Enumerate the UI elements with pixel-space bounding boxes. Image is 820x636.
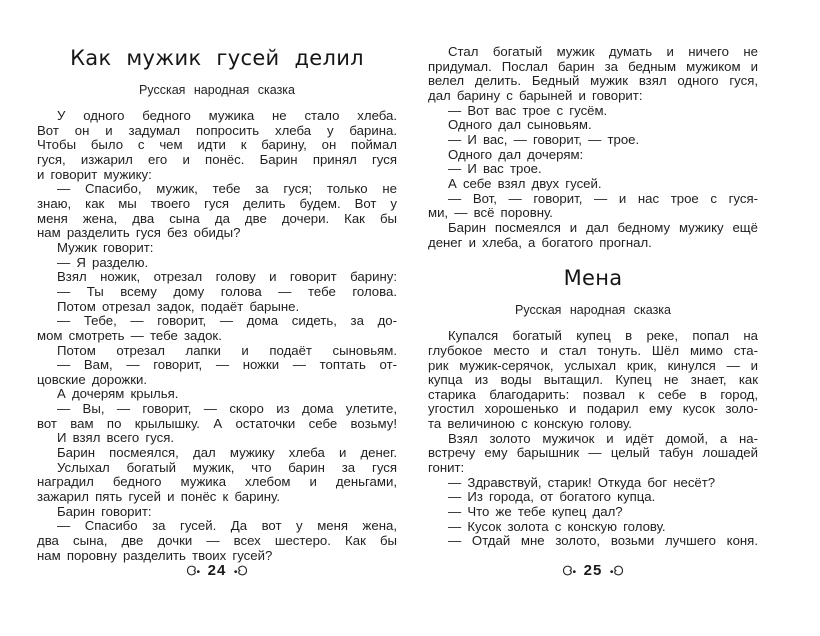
floral-ornament-icon	[186, 564, 201, 577]
text-line: наградил бедного мужика хлебом и деньгами,	[37, 474, 397, 490]
text-line: знаю, как мы твоего гуся делить будем. Вот у	[37, 195, 397, 211]
text-line: Потом отрезал задок, подаёт барыне.	[57, 298, 300, 314]
text-line: Мужик говорит:	[57, 239, 154, 255]
floral-ornament-icon	[562, 564, 577, 577]
text-line: Чтобы было с чем идти к барину, он поймал	[37, 137, 397, 153]
text-line: Одного дал дочерям:	[448, 146, 584, 162]
floral-ornament-icon	[233, 564, 248, 577]
text-line: Взял ножик, отрезал голову и говорит барину:	[57, 269, 397, 285]
text-line: гуся, изжарил его и понёс. Барин принял гуся	[37, 151, 397, 167]
text-line: два сына, две дочки — всех шестеро. Как бы	[37, 533, 397, 549]
text-line: А себе взял двух гусей.	[448, 175, 602, 191]
text-line: денег и хлеба, а богатого прогнал.	[428, 234, 652, 250]
text-line: — Вам, — говорит, — ножки — топтать от-	[57, 357, 397, 373]
text-line: — Спасибо, мужик, тебе за гуся; только не	[57, 181, 397, 197]
story-title: Как мужик гусей делил	[70, 46, 364, 70]
text-line: придумал. Послал барин за бедным мужиком и	[428, 58, 758, 74]
text-line: Стал богатый мужик думать и ничего не	[448, 44, 758, 59]
text-line: цовские дорожки.	[37, 371, 147, 387]
text-line: старика благодарить: позвал к себе в город,	[428, 386, 758, 402]
page-number: 25	[583, 562, 603, 579]
text-line: Потом отрезал лапки и подаёт сыновьям.	[57, 342, 397, 358]
text-line: велел делить. Бедный мужик взял одного гуся,	[428, 73, 758, 89]
text-line: Услыхал богатый мужик, что барин за гуся	[57, 459, 397, 475]
text-line: мом смотреть — тебе задок.	[37, 327, 222, 343]
text-line: — Ты всему дому голова — тебе голова.	[57, 283, 397, 299]
text-line: рик мужик-серячок, услыхал крик, кинулся — и	[428, 357, 758, 373]
text-line: угостил хорошенько и подарил ему кусок золо-	[428, 401, 758, 417]
text-line: вот вам по крылышку. А остаточки себе возьму!	[37, 415, 397, 431]
text-line: нам поровну разделить твоих гусей?	[37, 547, 273, 563]
text-line: встречу ему барышник — целый табун лошадей	[428, 445, 758, 461]
text-line: зажарил пять гусей и понёс к барину.	[37, 489, 280, 505]
story-subtitle: Русская народная сказка	[515, 303, 671, 318]
text-line: и говорит мужику:	[37, 166, 152, 182]
text-line: — Спасибо за гусей. Да вот у меня жена,	[57, 518, 397, 534]
page-left-content	[37, 45, 397, 563]
text-line: У одного бедного мужика не стало хлеба.	[57, 108, 397, 123]
text-line: Вот он и задумал попросить хлеба у барина.	[37, 122, 397, 138]
text-line: — И вас, — говорит, — трое.	[448, 131, 640, 147]
text-line: — Тебе, — говорит, — дома сидеть, за до-	[57, 313, 397, 329]
text-line: Одного дал сыновьям.	[448, 117, 592, 133]
text-line: меня жена, два сына да две дочери. Как бы	[37, 210, 397, 226]
page-footer-left	[37, 562, 397, 579]
page-number: 24	[207, 562, 227, 579]
text-line: Барин посмеялся и дал бедному мужику ещё	[448, 219, 758, 235]
page-footer-right	[428, 562, 758, 579]
text-line: Барин посмеялся, дал мужику хлеба и денег.	[57, 445, 397, 461]
story-title: Мена	[563, 266, 623, 291]
text-line: гонит:	[428, 460, 465, 476]
text-line: нам разделить гуся без обиды?	[37, 225, 241, 241]
text-line: — И вас трое.	[448, 161, 542, 177]
text-line: И взял всего гуся.	[57, 430, 175, 446]
text-line: та величиною с конскую голову.	[428, 416, 632, 432]
text-line: Барин говорит:	[57, 503, 152, 519]
text-line: — Из города, от богатого купца.	[448, 489, 656, 505]
floral-ornament-icon	[609, 564, 624, 577]
text-line: — Здравствуй, старик! Откуда бог несёт?	[448, 474, 716, 490]
page-right-content	[428, 45, 758, 549]
text-line: А дочерям крылья.	[57, 386, 179, 402]
text-line: купца из воды вытащил. Купец не знает, как	[428, 372, 758, 388]
text-line: дал барину с барыней и говорит:	[428, 87, 643, 103]
text-line: — Вот вас трое с гусём.	[448, 102, 608, 118]
text-line: — Я разделю.	[57, 254, 149, 270]
text-line: — Кусок золота с конскую голову.	[448, 518, 666, 534]
text-line: — Отдай мне золото, возьми лучшего коня.	[448, 533, 758, 549]
text-line: — Вы, — говорит, — скоро из дома улетите,	[57, 401, 397, 417]
text-line: — Вот, — говорит, — и нас трое с гуся-	[448, 190, 758, 206]
story-subtitle: Русская народная сказка	[139, 83, 295, 97]
text-line: Купался богатый купец в реке, попал на	[448, 328, 758, 344]
text-line: — Что же тебе купец дал?	[448, 504, 623, 520]
text-line: ми, — всё поровну.	[428, 205, 553, 221]
text-line: глубокое место и стал тонуть. Шёл мимо ста-	[428, 342, 758, 358]
text-line: Взял золото мужичок и идёт домой, а на-	[448, 430, 758, 446]
